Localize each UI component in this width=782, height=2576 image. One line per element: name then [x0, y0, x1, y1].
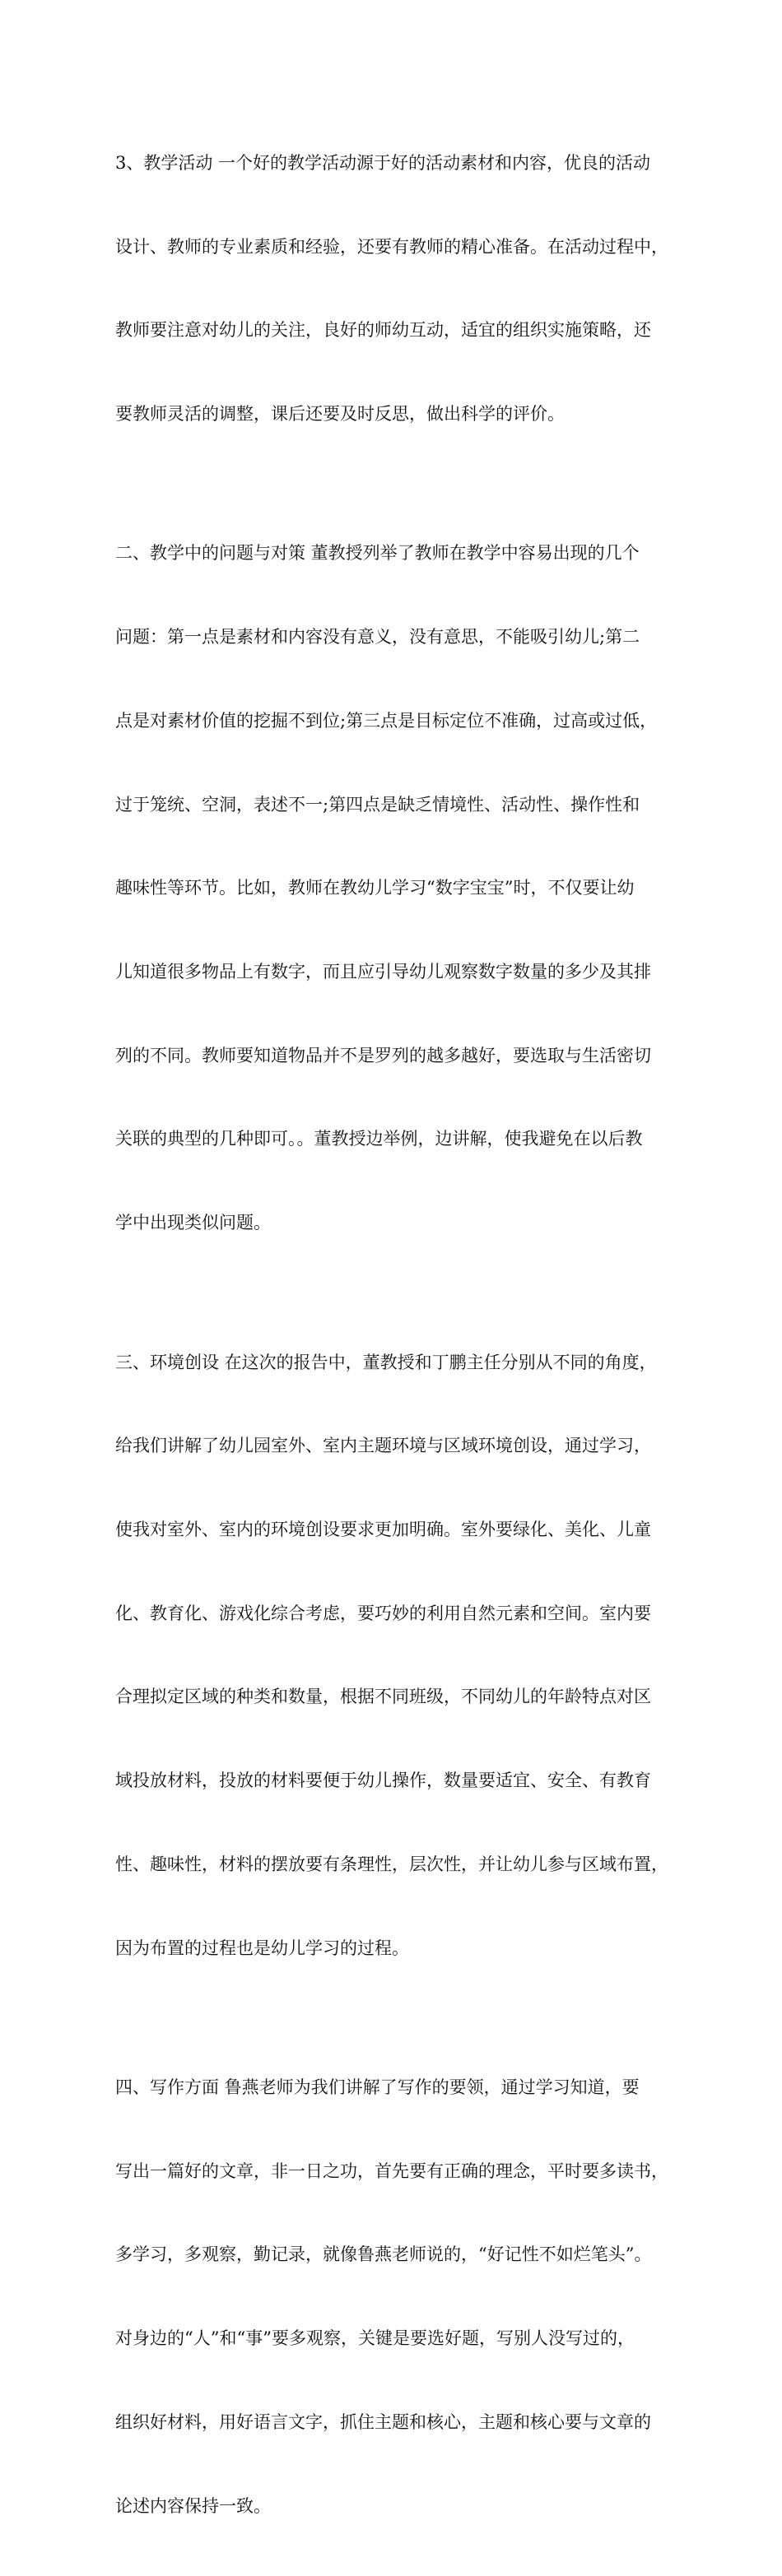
text-line: 域投放材料，投放的材料要便于幼儿操作，数量要适宜、安全、有教育: [115, 1771, 651, 1791]
text-line: 设计、教师的专业素质和经验，还要有教师的精心准备。在活动过程中，: [115, 236, 668, 257]
text-line: 性、趣味性，材料的摆放要有条理性，层次性，并让幼儿参与区域布置，: [115, 1854, 668, 1874]
text-line: 三、环境创设 在这次的报告中，董教授和丁鹏主任分别从不同的角度，: [115, 1352, 657, 1372]
text-line: 化、教育化、游戏化综合考虑，要巧妙的利用自然元素和空间。室内要: [115, 1603, 651, 1623]
text-line: 合理拟定区域的种类和数量，根据不同班级，不同幼儿的年龄特点对区: [115, 1687, 651, 1707]
text-line: 过于笼统、空洞，表述不一;第四点是缺乏情境性、活动性、操作性和: [115, 794, 640, 815]
text-line: 问题：第一点是素材和内容没有意义，没有意思，不能吸引幼儿;第二: [115, 627, 640, 647]
text-line: 对身边的“人”和“事”要多观察，关键是要选好题，写别人没写过的，: [115, 2328, 635, 2349]
text-line: 关联的典型的几种即可。。董教授边举例，边讲解，使我避免在以后教: [115, 1129, 643, 1149]
paragraph-teaching-activity: [115, 94, 683, 485]
text-line: 二、教学中的问题与对策 董教授列举了教师在教学中容易出现的几个: [115, 543, 640, 564]
document-page: [115, 94, 683, 2576]
text-line: 论述内容保持一致。: [115, 2495, 271, 2516]
text-line: 使我对室外、室内的环境创设要求更加明确。室外要绿化、美化、儿童: [115, 1519, 651, 1539]
text-line: 点是对素材价值的挖掘不到位;第三点是目标定位不准确，过高或过低，: [115, 710, 658, 731]
text-line: 要教师灵活的调整，课后还要及时反思，做出科学的评价。: [115, 403, 565, 424]
text-line: 写出一篇好的文章，非一日之功，首先要有正确的理念，平时要多读书，: [115, 2161, 668, 2181]
paragraph-environment-creation: [115, 1293, 683, 2018]
text-line: 因为布置的过程也是幼儿学习的过程。: [115, 1938, 409, 1958]
text-line: 3、教学活动 一个好的教学活动源于好的活动素材和内容，优良的活动: [115, 152, 651, 173]
text-line: 四、写作方面 鲁燕老师为我们讲解了写作的要领，通过学习知道，要: [115, 2077, 640, 2098]
text-line: 趣味性等环节。比如，教师在教幼儿学习“数字宝宝”时，不仅要让幼: [115, 878, 635, 898]
text-line: 组织好材料，用好语言文字，抓住主题和核心，主题和核心要与文章的: [115, 2411, 651, 2432]
paragraph-writing: [115, 2018, 683, 2576]
text-line: 给我们讲解了幼儿园室外、室内主题环境与区域环境创设，通过学习，: [115, 1436, 651, 1456]
text-line: 多学习，多观察，勤记录，就像鲁燕老师说的，“好记性不如烂笔头”。: [115, 2244, 652, 2265]
text-line: 学中出现类似问题。: [115, 1213, 271, 1233]
text-line: 儿知道很多物品上有数字，而且应引导幼儿观察数字数量的多少及其排: [115, 961, 651, 982]
text-line: 教师要注意对幼儿的关注，良好的师幼互动，适宜的组织实施策略，还: [115, 320, 651, 341]
paragraph-problems-and-countermeasures: [115, 485, 683, 1293]
text-line: 列的不同。教师要知道物品并不是罗列的越多越好，要选取与生活密切: [115, 1045, 651, 1065]
